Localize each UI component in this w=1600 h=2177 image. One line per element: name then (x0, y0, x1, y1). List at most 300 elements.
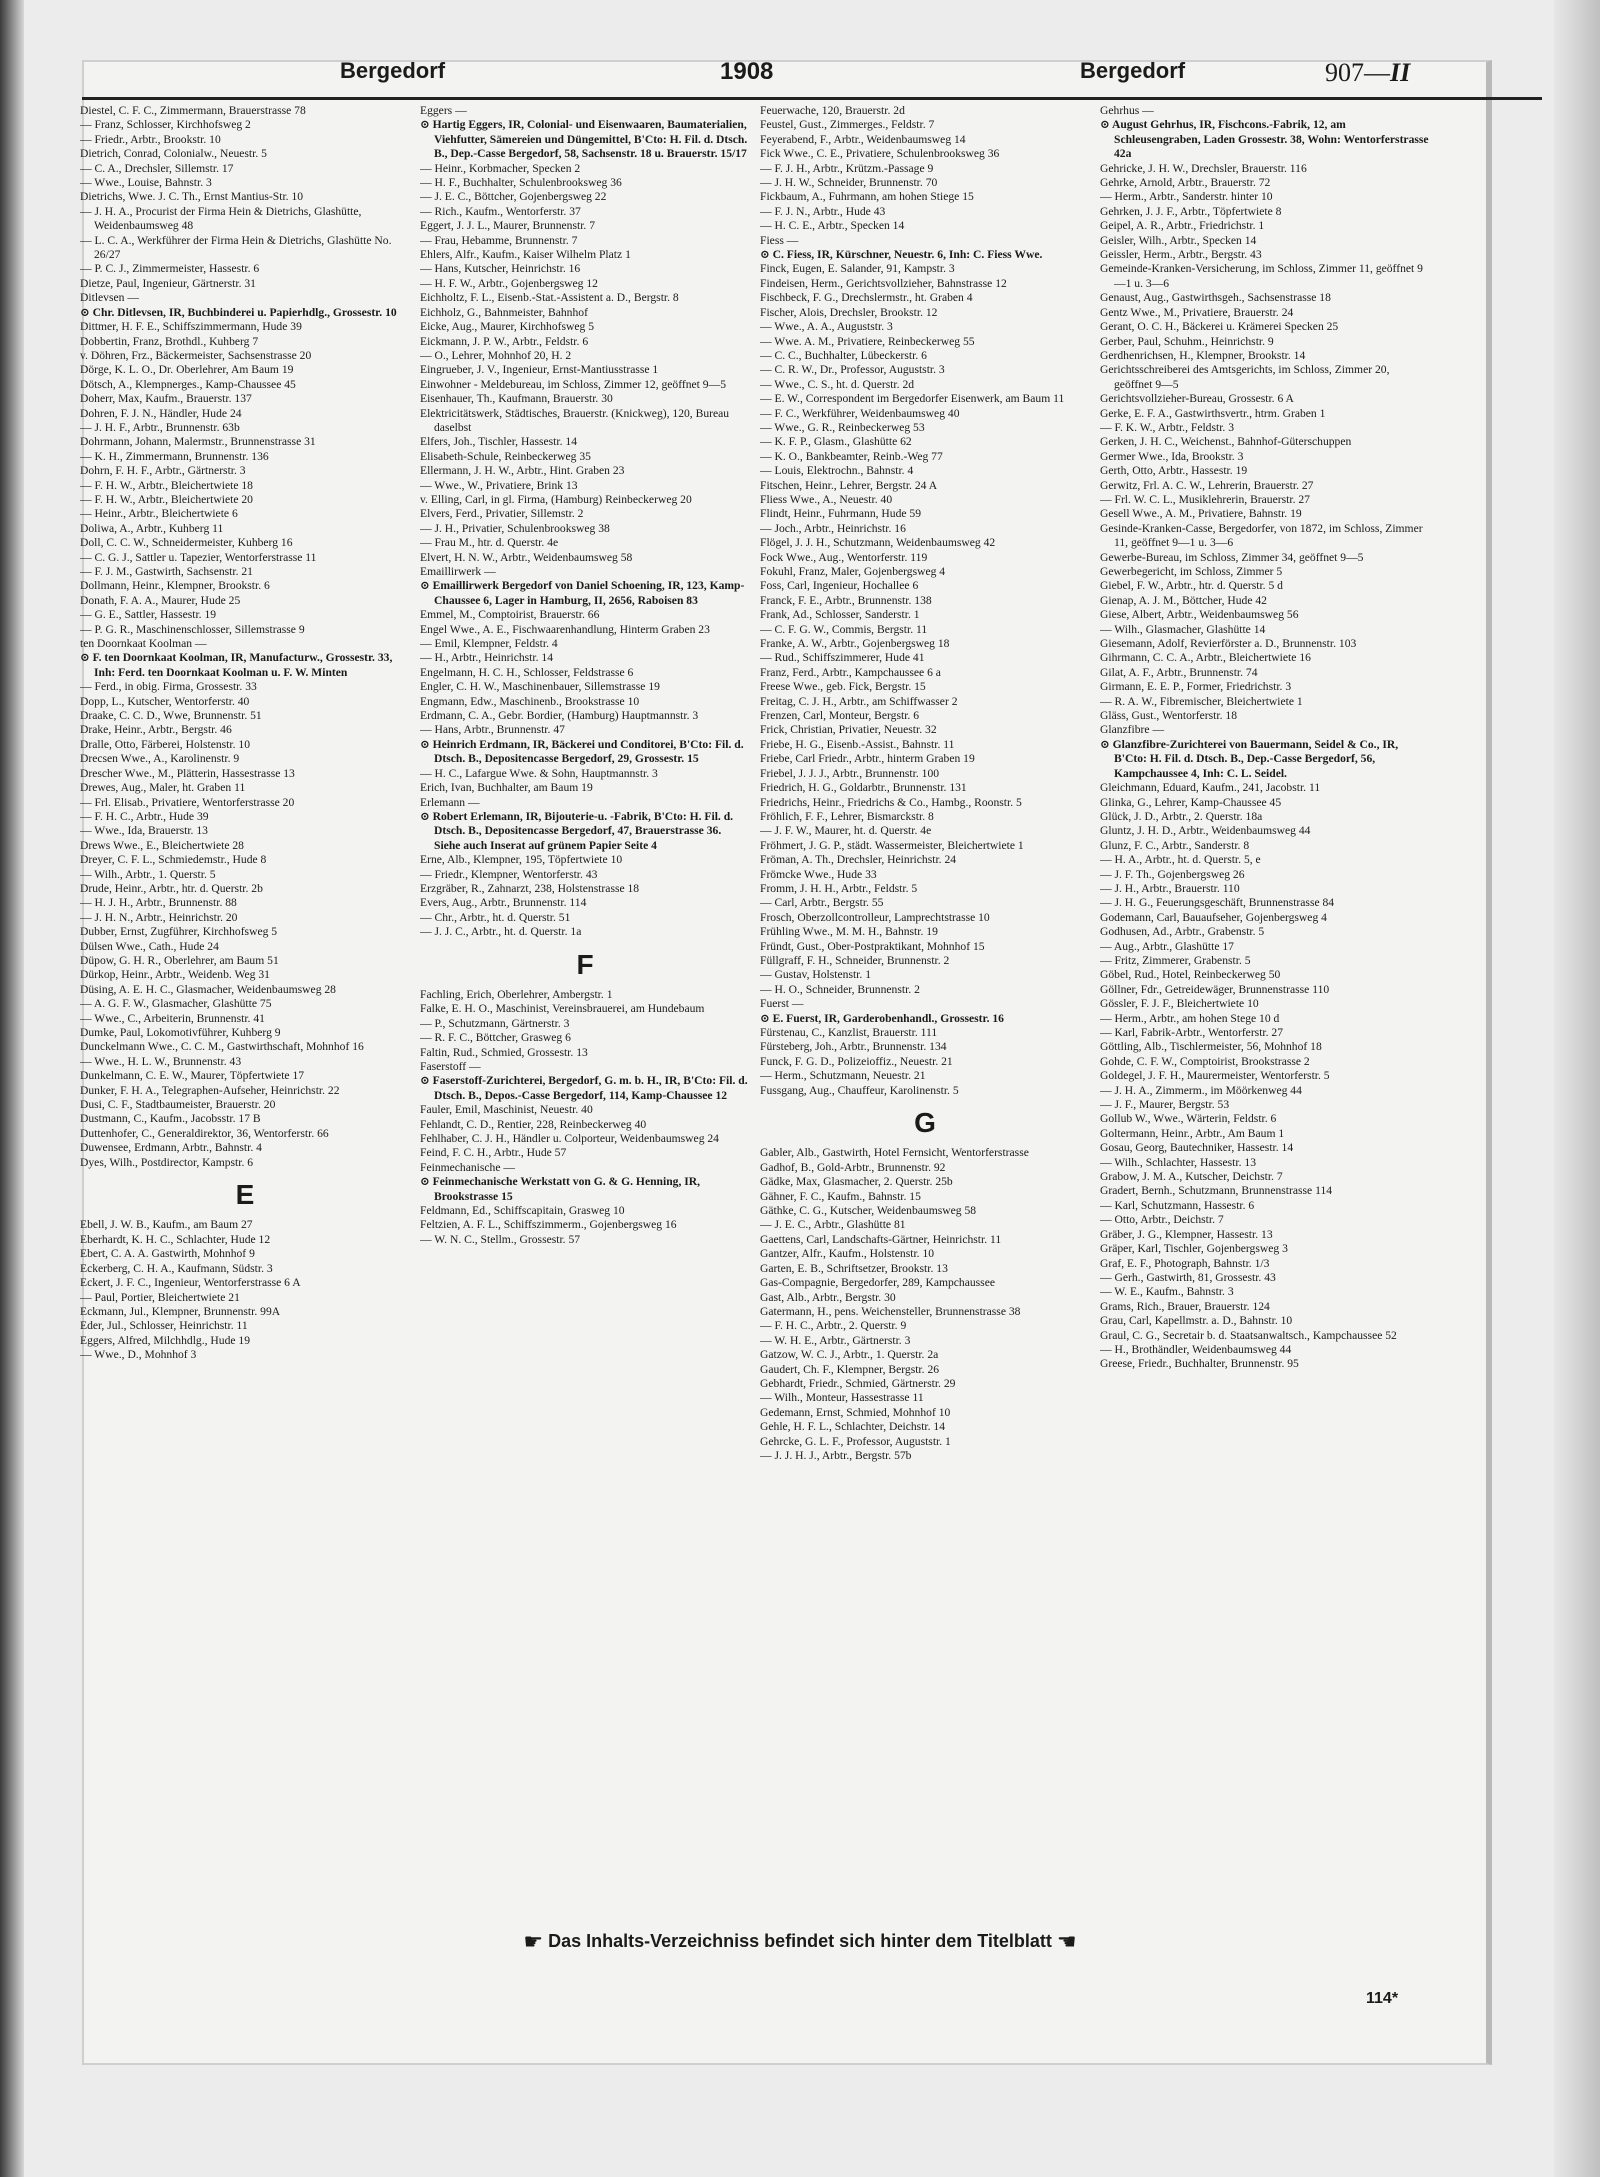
directory-entry: Gaettens, Carl, Landschafts-Gärtner, Heinrichstr. 11 (760, 1232, 1002, 1246)
directory-entry: Einwohner - Meldebureau, im Schloss, Zimmer 12, geöffnet 9—5 (420, 377, 726, 391)
directory-entry: Dralle, Otto, Färberei, Holstenstr. 10 (80, 737, 251, 751)
directory-entry: Dötsch, A., Klempnerges., Kamp-Chaussee 45 (80, 377, 296, 391)
firm-entry: ⊙ Robert Erlemann, IR, Bijouterie-u. -Fabrik, B'Cto: H. Fil. d. Dtsch. B., Depositencasse Bergedorf, 47, Brauerstrasse 36. Siehe auch Inserat auf grünem Papier Seite 4 (420, 809, 734, 852)
directory-entry: Fehlandt, C. D., Rentier, 228, Reinbeckerweg 40 (420, 1117, 647, 1131)
header-rule (82, 97, 1542, 100)
directory-entry: — F. H. C., Arbtr., Hude 39 (80, 809, 209, 823)
page-number: 114* (1366, 1990, 1399, 2007)
directory-entry: — Wwe., H. L. W., Brunnenstr. 43 (80, 1054, 242, 1068)
directory-entry: — J. H. N., Arbtr., Heinrichstr. 20 (80, 910, 238, 924)
directory-entry: Engler, C. H. W., Maschinenbauer, Sillemstrasse 19 (420, 680, 660, 694)
directory-entry: Drews Wwe., E., Bleichertwiete 28 (80, 838, 244, 852)
column-2 (420, 104, 750, 1924)
directory-entry: — W. N. C., Stellm., Grossestr. 57 (420, 1232, 581, 1246)
section-letter: G (914, 1107, 936, 1139)
directory-entry: Franck, F. E., Arbtr., Brunnenstr. 138 (760, 593, 932, 607)
pointing-hand-icon: ☛ (523, 1930, 544, 1955)
directory-entry: — H. F. W., Arbtr., Gojenbergsweg 12 (420, 276, 598, 290)
directory-entry: ten Doornkaat Koolman — (80, 637, 207, 651)
directory-entry: — Louis, Elektrochn., Bahnstr. 4 (760, 464, 914, 478)
directory-entry: Flögel, J. J. H., Schutzmann, Weidenbaumsweg 42 (760, 536, 996, 550)
directory-entry: Gadhof, B., Gold-Arbtr., Brunnenstr. 92 (760, 1160, 946, 1174)
directory-entry: Dörge, K. L. O., Dr. Oberlehrer, Am Baum 19 (80, 363, 294, 377)
directory-entry: Grabow, J. M. A., Kutscher, Deichstr. 7 (1100, 1170, 1283, 1184)
directory-entry: Faserstoff — (420, 1060, 481, 1073)
firm-entry: ⊙ F. ten Doornkaat Koolman, IR, Manufacturw., Grossestr. 33, Inh: Ferd. ten Doornkaat Koolman u. F. W. Minten (80, 651, 393, 679)
directory-entry: Elfers, Joh., Tischler, Hassestr. 14 (420, 435, 578, 449)
directory-entry: Eckerberg, C. H. A., Kaufmann, Südstr. 3 (80, 1261, 273, 1275)
firm-entry: ⊙ Feinmechanische Werkstatt von G. & G. Henning, IR, Brookstrasse 15 (420, 1175, 701, 1203)
directory-entry: Göllner, Fdr., Getreidewäger, Brunnenstrasse 110 (1100, 982, 1330, 996)
directory-entry: Findeisen, Herm., Gerichtsvollzieher, Bahnstrasse 12 (760, 276, 1007, 290)
directory-entry: Germer Wwe., Ida, Brookstr. 3 (1100, 449, 1244, 463)
directory-entry: — G. E., Sattler, Hassestr. 19 (80, 608, 217, 622)
directory-entry: — K. O., Bankbeamter, Reinb.-Weg 77 (760, 449, 943, 463)
directory-entry: — J. F. W., Maurer, ht. d. Querstr. 4e (760, 824, 932, 838)
directory-entry: — C. F. G. W., Commis, Bergstr. 11 (760, 622, 928, 636)
directory-entry: Gohde, C. F. W., Comptoirist, Brookstrasse 2 (1100, 1054, 1310, 1068)
directory-entry: — Karl, Fabrik-Arbtr., Wentorferstr. 27 (1100, 1026, 1284, 1039)
directory-entry: Gilat, A. F., Arbtr., Brunnenstr. 74 (1100, 665, 1258, 679)
directory-entry: Ehlers, Alfr., Kaufm., Kaiser Wilhelm Platz 1 (420, 248, 631, 262)
directory-entry: Fussgang, Aug., Chauffeur, Karolinenstr. 5 (760, 1083, 959, 1097)
directory-entry: Eckert, J. F. C., Ingenieur, Wentorferstrasse 6 A (80, 1276, 301, 1290)
directory-entry: — Aug., Arbtr., Glashütte 17 (1100, 939, 1234, 953)
directory-entry: — Joch., Arbtr., Heinrichstr. 16 (760, 521, 906, 535)
directory-entry: Gläss, Gust., Wentorferstr. 18 (1100, 709, 1237, 723)
scan-edge-left (0, 0, 24, 2177)
directory-entry: — Frau M., htr. d. Querstr. 4e (420, 536, 559, 550)
directory-entry: Dohren, F. J. N., Händler, Hude 24 (80, 406, 242, 420)
section-letter: E (235, 1179, 255, 1211)
directory-entry: Dietze, Paul, Ingenieur, Gärtnerstr. 31 (80, 276, 256, 290)
directory-entry: — J. F. Th., Gojenbergsweg 26 (1100, 867, 1245, 881)
directory-entry: — J. H., Privatier, Schulenbrooksweg 38 (420, 521, 610, 535)
directory-entry: Grau, Carl, Kapellmstr. a. D., Bahnstr. 10 (1100, 1314, 1293, 1328)
directory-entry: Faltin, Rud., Schmied, Grossestr. 13 (420, 1045, 588, 1059)
pointing-hand-left-icon: ☚ (1056, 1930, 1077, 1955)
directory-entry: Donath, F. A. A., Maurer, Hude 25 (80, 593, 241, 607)
directory-entry: — C. A., Drechsler, Sillemstr. 17 (80, 161, 234, 175)
directory-entry: Gedemann, Ernst, Schmied, Mohnhof 10 (760, 1405, 951, 1419)
column-3 (760, 104, 1090, 1924)
directory-entry: — Gerh., Gastwirth, 81, Grossestr. 43 (1100, 1270, 1276, 1284)
directory-entry: — P., Schutzmann, Gärtnerstr. 3 (420, 1016, 570, 1030)
directory-entry: Fliess Wwe., A., Neuestr. 40 (760, 492, 893, 506)
directory-entry: Eickmann, J. P. W., Arbtr., Feldstr. 6 (420, 334, 589, 348)
directory-entry: — F. H. C., Arbtr., 2. Querstr. 9 (760, 1319, 907, 1333)
firm-entry: ⊙ Emaillirwerk Bergedorf von Daniel Schoening, IR, 123, Kamp-Chaussee 6, Lager in Hamburg, II, 2656, Raboisen 83 (420, 579, 745, 607)
firm-entry: ⊙ C. Fiess, IR, Kürschner, Neuestr. 6, Inh: C. Fiess Wwe. (760, 248, 1043, 262)
directory-entry: — W. H. E., Arbtr., Gärtnerstr. 3 (760, 1333, 911, 1347)
directory-entry: Fuerst — (760, 997, 804, 1011)
directory-entry: Gebhardt, Friedr., Schmied, Gärtnerstr. 29 (760, 1376, 956, 1390)
directory-entry: — O., Lehrer, Mohnhof 20, H. 2 (420, 348, 572, 362)
column-1 (80, 104, 410, 1924)
directory-entry: Gerant, O. C. H., Bäckerei u. Krämerei Specken 25 (1100, 320, 1339, 334)
directory-entry: Drescher Wwe., M., Plätterin, Hassestrasse 13 (80, 766, 295, 780)
directory-entry: Göbel, Rud., Hotel, Reinbeckerweg 50 (1100, 968, 1281, 982)
directory-entry: — J. H. W., Schneider, Brunnenstr. 70 (760, 176, 938, 190)
directory-entry: — H. C. E., Arbtr., Specken 14 (760, 219, 905, 233)
directory-entry: Duwensee, Erdmann, Arbtr., Bahnstr. 4 (80, 1141, 262, 1155)
directory-entry: Giebel, F. W., Arbtr., htr. d. Querstr. 5 d (1100, 579, 1283, 593)
directory-entry: Emaillirwerk — (420, 565, 496, 578)
directory-entry: Gesell Wwe., A. M., Privatiere, Bahnstr. 19 (1100, 507, 1302, 521)
directory-entry: — Wwe., C. S., ht. d. Querstr. 2d (760, 377, 915, 391)
directory-entry: Finck, Eugen, E. Salander, 91, Kampstr. 3 (760, 262, 955, 276)
directory-entry: Gerichtsschreiberei des Amtsgerichts, im Schloss, Zimmer 20, geöffnet 9—5 (1100, 363, 1390, 391)
directory-entry: — Hans, Arbtr., Brunnenstr. 47 (420, 723, 565, 737)
directory-entry: Düsing, A. E. H. C., Glasmacher, Weidenbaumsweg 28 (80, 982, 336, 996)
directory-entry: — Emil, Klempner, Feldstr. 4 (420, 637, 558, 651)
directory-entry: Gaudert, Ch. F., Klempner, Bergstr. 26 (760, 1362, 940, 1376)
header-page-ref: 907—II (1325, 58, 1411, 87)
directory-entry: Dollmann, Heinr., Klempner, Brookstr. 6 (80, 579, 270, 593)
directory-entry: — J. H. A., Procurist der Firma Hein & Dietrichs, Glashütte, Weidenbaumsweg 48 (80, 204, 362, 233)
directory-entry: — Frl. Elisab., Privatiere, Wentorferstrasse 20 (80, 795, 295, 809)
directory-entry: Ebert, C. A. A. Gastwirth, Mohnhof 9 (80, 1247, 255, 1261)
directory-entry: Giesemann, Adolf, Revierförster a. D., Brunnenstr. 103 (1100, 637, 1357, 651)
directory-entry: Gentz Wwe., M., Privatiere, Brauerstr. 24 (1100, 305, 1294, 319)
directory-entry: Gehricke, J. H. W., Drechsler, Brauerstr. 116 (1100, 161, 1307, 175)
directory-entry: — R. A. W., Fibremischer, Bleichertwiete 1 (1100, 694, 1303, 708)
directory-entry: — Wwe., A. A., Auguststr. 3 (760, 320, 893, 334)
directory-entry: Fickbaum, A., Fuhrmann, am hohen Stiege 15 (760, 190, 974, 204)
directory-entry: Drake, Heinr., Arbtr., Bergstr. 46 (80, 723, 232, 737)
directory-entry: Franke, A. W., Arbtr., Gojenbergsweg 18 (760, 637, 950, 651)
directory-entry: Fründt, Gust., Ober-Postpraktikant, Mohnhof 15 (760, 939, 985, 953)
directory-entry: Fokuhl, Franz, Maler, Gojenbergsweg 4 (760, 565, 946, 578)
directory-entry: Füllgraff, F. H., Schneider, Brunnenstr. 2 (760, 953, 950, 967)
directory-entry: Gatermann, H., pens. Weichensteller, Brunnenstrasse 38 (760, 1304, 1021, 1318)
directory-entry: Fitschen, Heinr., Lehrer, Bergstr. 24 A (760, 478, 938, 492)
directory-entry: Dohrmann, Johann, Malermstr., Brunnenstrasse 31 (80, 435, 316, 449)
header-left-title: Bergedorf (340, 58, 446, 83)
directory-entry: — J. H., Arbtr., Brauerstr. 110 (1100, 881, 1240, 895)
directory-entry: — Herm., Schutzmann, Neuestr. 21 (760, 1069, 926, 1083)
directory-entry: — J. F., Maurer, Bergstr. 53 (1100, 1098, 1230, 1112)
directory-entry: Fromm, J. H. H., Arbtr., Feldstr. 5 (760, 881, 918, 895)
directory-entry: Göttling, Alb., Tischlermeister, 56, Mohnhof 18 (1100, 1040, 1322, 1054)
directory-entry: Dustmann, C., Kaufm., Jacobsstr. 17 B (80, 1112, 261, 1126)
directory-entry: Frick, Christian, Privatier, Neuestr. 32 (760, 723, 937, 737)
directory-entry: Fachling, Erich, Oberlehrer, Ambergstr. 1 (420, 987, 613, 1001)
firm-entry: ⊙ Faserstoff-Zurichterei, Bergedorf, G. m. b. H., IR, B'Cto: Fil. d. Dtsch. B., Depos.-Casse Bergedorf, 114, Kamp-Chaussee 12 (420, 1074, 748, 1102)
directory-entry: Godemann, Carl, Bauaufseher, Gojenbergsweg 4 (1100, 910, 1327, 924)
directory-entry: Feind, F. C. H., Arbtr., Hude 57 (420, 1146, 567, 1160)
directory-entry: Frühling Wwe., M. M. H., Bahnstr. 19 (760, 925, 938, 939)
firm-entry: ⊙ Chr. Ditlevsen, IR, Buchbinderei u. Papierhdlg., Grossestr. 10 (80, 305, 397, 319)
directory-entry: Emmel, M., Comptoirist, Brauerstr. 66 (420, 608, 600, 622)
directory-entry: Gatzow, W. C. J., Arbtr., 1. Querstr. 2a (760, 1348, 939, 1362)
directory-entry: — J. H. G., Feuerungsgeschäft, Brunnenstrasse 84 (1100, 896, 1335, 910)
directory-entry: — F. J. M., Gastwirth, Sachsenstr. 21 (80, 565, 253, 578)
directory-entry: Dyes, Wilh., Postdirector, Kampstr. 6 (80, 1155, 254, 1169)
directory-entry: Drewes, Aug., Maler, ht. Graben 11 (80, 781, 246, 795)
directory-entry: — Frl. W. C. L., Musiklehrerin, Brauerstr. 27 (1100, 492, 1310, 506)
firm-entry: ⊙ August Gehrhus, IR, Fischcons.-Fabrik, 12, am Schleusengraben, Laden Grossestr. 38, Wohn: Wentorferstrasse 42a (1100, 118, 1429, 161)
directory-entry: Gienap, A. J. M., Böttcher, Hude 42 (1100, 593, 1267, 607)
directory-entry: Fröman, A. Th., Drechsler, Heinrichstr. 24 (760, 853, 957, 867)
directory-entry: — C. G. J., Sattler u. Tapezier, Wentorferstrasse 11 (80, 550, 317, 564)
directory-entry: Eggers — (420, 104, 467, 117)
directory-entry: Elektricitätswerk, Städtisches, Brauerstr. (Knickweg), 120, Bureau daselbst (420, 406, 730, 434)
directory-entry: Erzgräber, R., Zahnarzt, 238, Holstenstrasse 18 (420, 881, 640, 895)
directory-entry: Gähner, F. C., Kaufm., Bahnstr. 15 (760, 1189, 921, 1203)
header-year: 1908 (720, 58, 774, 85)
column-4 (1100, 104, 1430, 1924)
directory-entry: Goldegel, J. F. H., Maurermeister, Wentorferstr. 5 (1100, 1069, 1330, 1083)
directory-entry: — Wwe., D., Mohnhof 3 (80, 1348, 197, 1362)
directory-entry: Grams, Rich., Brauer, Brauerstr. 124 (1100, 1299, 1270, 1313)
directory-entry: — F. H. W., Arbtr., Bleichertwiete 20 (80, 492, 253, 506)
directory-entry: Diestel, C. F. C., Zimmermann, Brauerstrasse 78 (80, 104, 306, 117)
directory-entry: Eckmann, Jul., Klempner, Brunnenstr. 99A (80, 1304, 281, 1318)
directory-entry: — Wwe., C., Arbeiterin, Brunnenstr. 41 (80, 1011, 265, 1025)
directory-entry: Gradert, Bernh., Schutzmann, Brunnenstrasse 114 (1100, 1184, 1333, 1198)
directory-entry: Franz, Ferd., Arbtr., Kampchaussee 6 a (760, 665, 941, 679)
directory-entry: — C. R. W., Dr., Professor, Auguststr. 3 (760, 363, 945, 377)
directory-entry: Gesinde-Kranken-Casse, Bergedorfer, von 1872, im Schloss, Zimmer 11, geöffnet 9—1 u. 3—6 (1100, 521, 1423, 550)
directory-columns (80, 104, 1430, 1924)
directory-entry: — Wwe., W., Privatiere, Brink 13 (420, 478, 578, 492)
section-letter: F (576, 948, 594, 980)
directory-entry: — Wwe. A. M., Privatiere, Reinbeckerweg 55 (760, 334, 975, 348)
directory-entry: Glinka, G., Lehrer, Kamp-Chaussee 45 (1100, 795, 1282, 809)
directory-entry: — W. E., Kaufm., Bahnstr. 3 (1100, 1285, 1234, 1299)
directory-entry: — Ferd., in obig. Firma, Grossestr. 33 (80, 680, 257, 694)
directory-entry: v. Döhren, Frz., Bäckermeister, Sachsenstrasse 20 (80, 348, 312, 362)
directory-entry: — C. C., Buchhalter, Lübeckerstr. 6 (760, 348, 927, 362)
directory-entry: Gas-Compagnie, Bergedorfer, 289, Kampchaussee (760, 1276, 995, 1290)
directory-entry: Frömcke Wwe., Hude 33 (760, 867, 877, 881)
directory-entry: Feltzien, A. F. L., Schiffszimmerm., Gojenbergsweg 16 (420, 1218, 677, 1232)
directory-entry: Gräber, J. G., Klempner, Hassestr. 13 (1100, 1227, 1273, 1241)
directory-entry: Dietrich, Conrad, Colonialw., Neuestr. 5 (80, 147, 267, 161)
directory-entry: Eggert, J. J. L., Maurer, Brunnenstr. 7 (420, 219, 596, 233)
directory-entry: Gehrhus — (1100, 104, 1154, 117)
directory-entry: — H. A., Arbtr., ht. d. Querstr. 5, e (1100, 853, 1261, 867)
directory-entry: Geisler, Wilh., Arbtr., Specken 14 (1100, 233, 1257, 247)
directory-entry: Frank, Ad., Schlosser, Sanderstr. 1 (760, 608, 920, 622)
directory-entry: — E. W., Correspondent im Bergedorfer Eisenwerk, am Baum 11 (760, 392, 1065, 406)
directory-entry: Glanzfibre — (1100, 723, 1165, 737)
directory-entry: — Karl, Schutzmann, Hassestr. 6 (1100, 1198, 1255, 1212)
directory-entry: Gosau, Georg, Bautechniker, Hassestr. 14 (1100, 1141, 1294, 1155)
directory-entry: Fiess — (760, 233, 799, 247)
directory-entry: Falke, E. H. O., Maschinist, Vereinsbrauerei, am Hundebaum (420, 1002, 705, 1016)
directory-entry: — H. F., Buchhalter, Schulenbrooksweg 36 (420, 176, 622, 190)
directory-entry: — Friedr., Arbtr., Brookstr. 10 (80, 132, 221, 146)
directory-entry: Eingrueber, J. V., Ingenieur, Ernst-Mantiusstrasse 1 (420, 363, 659, 377)
directory-entry: — F. K. W., Arbtr., Feldstr. 3 (1100, 420, 1235, 434)
directory-entry: Eisenhauer, Th., Kaufmann, Brauerstr. 30 (420, 392, 613, 406)
directory-entry: Gluntz, J. H. D., Arbtr., Weidenbaumsweg 44 (1100, 824, 1311, 838)
directory-entry: Eicke, Aug., Maurer, Kirchhofsweg 5 (420, 320, 595, 334)
directory-entry: Gihrmann, C. C. A., Arbtr., Bleichertwiete 16 (1100, 651, 1311, 665)
directory-entry: Frosch, Oberzollcontrolleur, Lamprechtstrasse 10 (760, 910, 990, 924)
directory-entry: — Chr., Arbtr., ht. d. Querstr. 51 (420, 910, 571, 924)
directory-entry: — P. C. J., Zimmermeister, Hassestr. 6 (80, 262, 260, 276)
directory-entry: Gewerbegericht, im Schloss, Zimmer 5 (1100, 565, 1283, 578)
directory-entry: Feinmechanische — (420, 1160, 515, 1174)
directory-entry: Ditlevsen — (80, 291, 139, 305)
directory-entry: — Wilh., Arbtr., 1. Querstr. 5 (80, 867, 216, 881)
directory-entry: Fröhlich, F. F., Lehrer, Bismarckstr. 8 (760, 809, 934, 823)
directory-entry: — J. H. F., Arbtr., Brunnenstr. 63b (80, 420, 240, 434)
directory-entry: Elisabeth-Schule, Reinbeckerweg 35 (420, 449, 591, 463)
directory-entry: Erich, Ivan, Buchhalter, am Baum 19 (420, 781, 593, 795)
directory-entry: Gehrke, Arnold, Arbtr., Brauerstr. 72 (1100, 176, 1271, 190)
directory-entry: — A. G. F. W., Glasmacher, Glashütte 75 (80, 997, 272, 1011)
directory-entry: — F. C., Werkführer, Weidenbaumsweg 40 (760, 406, 960, 420)
directory-entry: Graul, C. G., Secretair b. d. Staatsanwaltsch., Kampchaussee 52 (1100, 1328, 1397, 1342)
directory-entry: — P. G. R., Maschinenschlosser, Sillemstrasse 9 (80, 622, 305, 636)
directory-entry: Glunz, F. C., Arbtr., Sanderstr. 8 (1100, 838, 1250, 852)
directory-entry: — Friedr., Klempner, Wentorferstr. 43 (420, 867, 598, 881)
directory-entry: Düpow, G. H. R., Oberlehrer, am Baum 51 (80, 953, 279, 967)
directory-entry: Dusi, C. F., Stadtbaumeister, Brauerstr. 20 (80, 1098, 276, 1112)
directory-entry: Gerwitz, Frl. A. C. W., Lehrerin, Brauerstr. 27 (1100, 478, 1314, 492)
directory-entry: Gössler, F. J. F., Bleichertwiete 10 (1100, 997, 1259, 1011)
directory-entry: Draake, C. C. D., Wwe, Brunnenstr. 51 (80, 709, 262, 723)
scan-edge-right (1554, 0, 1600, 2177)
directory-entry: Foss, Carl, Ingenieur, Hochallee 6 (760, 579, 919, 593)
directory-entry: Eggers, Alfred, Milchhdlg., Hude 19 (80, 1333, 251, 1347)
directory-entry: Dittmer, H. F. E., Schiffszimmermann, Hude 39 (80, 320, 302, 334)
directory-entry: Glück, J. D., Arbtr., 2. Querstr. 18a (1100, 809, 1263, 823)
directory-entry: Feyerabend, F., Arbtr., Weidenbaumsweg 14 (760, 132, 966, 146)
directory-entry: Gabler, Alb., Gastwirth, Hotel Fernsicht, Wentorferstrasse (760, 1146, 1029, 1160)
directory-entry: Ellermann, J. H. W., Arbtr., Hint. Graben 23 (420, 464, 625, 478)
directory-entry: Fröhmert, J. G. P., städt. Wassermeister, Bleichertwiete 1 (760, 838, 1024, 852)
directory-entry: — Otto, Arbtr., Deichstr. 7 (1100, 1213, 1224, 1227)
directory-entry: Dumke, Paul, Lokomotivführer, Kuhberg 9 (80, 1026, 281, 1039)
directory-entry: Freitag, C. J. H., Arbtr., am Schiffwasser 2 (760, 694, 958, 708)
directory-entry: — Heinr., Korbmacher, Specken 2 (420, 161, 581, 175)
directory-entry: — J. J. H. J., Arbtr., Bergstr. 57b (760, 1448, 912, 1462)
directory-entry: — Wilh., Monteur, Hassestrasse 11 (760, 1391, 924, 1405)
directory-entry: Doherr, Max, Kaufm., Brauerstr. 137 (80, 392, 252, 406)
directory-entry: Gantzer, Alfr., Kaufm., Holstenstr. 10 (760, 1247, 935, 1261)
directory-entry: Geipel, A. R., Arbtr., Friedrichstr. 1 (1100, 219, 1265, 233)
directory-entry: — J. E. C., Arbtr., Glashütte 81 (760, 1218, 906, 1232)
directory-entry: — H. J. H., Arbtr., Brunnenstr. 88 (80, 896, 237, 910)
directory-entry: Eder, Jul., Schlosser, Heinrichstr. 11 (80, 1319, 248, 1333)
directory-entry: Doliwa, A., Arbtr., Kuhberg 11 (80, 521, 224, 535)
directory-entry: Gerichtsvollzieher-Bureau, Grossestr. 6 A (1100, 392, 1294, 406)
directory-entry: — J. J. C., Arbtr., ht. d. Querstr. 1a (420, 925, 582, 939)
firm-entry: ⊙ Hartig Eggers, IR, Colonial- und Eisenwaaren, Baumaterialien, Viehfutter, Sämereien und Düngemittel, B'Cto: H. Fil. d. Dtsch. B., Dep.-Casse Bergedorf, 58, Sachsenstr. 18 u. Brauerstr. 15/17 (420, 118, 748, 161)
directory-entry: — F. J. H., Arbtr., Krützm.-Passage 9 (760, 161, 934, 175)
directory-entry: Gemeinde-Kranken-Versicherung, im Schloss, Zimmer 11, geöffnet 9—1 u. 3—6 (1100, 262, 1423, 290)
directory-entry: Drecsen Wwe., A., Karolinenstr. 9 (80, 752, 240, 766)
directory-entry: Geissler, Herm., Arbtr., Bergstr. 43 (1100, 248, 1262, 262)
directory-entry: — F. H. W., Arbtr., Bleichertwiete 18 (80, 478, 253, 492)
directory-entry: Evers, Aug., Arbtr., Brunnenstr. 114 (420, 896, 587, 910)
directory-entry: — Wilh., Glasmacher, Glashütte 14 (1100, 622, 1266, 636)
directory-entry: Elvers, Ferd., Privatier, Sillemstr. 2 (420, 507, 584, 521)
directory-entry: Gerth, Otto, Arbtr., Hassestr. 19 (1100, 464, 1248, 478)
directory-entry: Friedrich, H. G., Goldarbtr., Brunnenstr. 131 (760, 781, 967, 795)
directory-entry: Ebell, J. W. B., Kaufm., am Baum 27 (80, 1218, 253, 1232)
directory-entry: — R. F. C., Böttcher, Grasweg 6 (420, 1031, 571, 1045)
directory-entry: Friebe, Carl Friedr., Arbtr., hinterm Graben 19 (760, 752, 975, 766)
directory-entry: Gerdhenrichsen, H., Klempner, Brookstr. 14 (1100, 348, 1306, 362)
directory-entry: Feldmann, Ed., Schiffscapitain, Grasweg 10 (420, 1204, 625, 1218)
directory-entry: — H., Arbtr., Heinrichstr. 14 (420, 651, 553, 665)
directory-entry: Doll, C. C. W., Schneidermeister, Kuhberg 16 (80, 536, 293, 550)
directory-entry: Eberhardt, K. H. C., Schlachter, Hude 12 (80, 1232, 271, 1246)
directory-entry: Garten, E. B., Schriftsetzer, Brookstr. 13 (760, 1261, 948, 1275)
directory-entry: Fischer, Alois, Drechsler, Brookstr. 12 (760, 305, 938, 319)
directory-entry: Engel Wwe., A. E., Fischwaarenhandlung, Hinterm Graben 23 (420, 622, 710, 636)
firm-entry: ⊙ Glanzfibre-Zurichterei von Bauermann, Seidel & Co., IR, B'Cto: H. Fil. d. Dtsch. B., Dep.-Casse Bergedorf, 56, Kampchaussee 4, Inh: C. L. Seidel. (1100, 737, 1399, 780)
directory-entry: Gehle, H. F. L., Schlachter, Deichstr. 14 (760, 1420, 946, 1434)
footer-text: Das Inhalts-Verzeichniss befindet sich hinter dem Titelblatt (548, 1931, 1052, 1951)
directory-entry: Engelmann, H. C. H., Schlosser, Feldstrasse 6 (420, 665, 634, 679)
directory-entry: Gast, Alb., Arbtr., Bergstr. 30 (760, 1290, 896, 1304)
directory-entry: Fauler, Emil, Maschinist, Neuestr. 40 (420, 1103, 593, 1117)
directory-entry: Funck, F. G. D., Polizeioffiz., Neuestr. 21 (760, 1054, 953, 1068)
directory-entry: Gollub W., Wwe., Wärterin, Feldstr. 6 (1100, 1112, 1277, 1126)
directory-entry: — Herm., Arbtr., am hohen Stege 10 d (1100, 1011, 1280, 1025)
directory-entry: Dülsen Wwe., Cath., Hude 24 (80, 939, 219, 953)
directory-entry: Flindt, Heinr., Fuhrmann, Hude 59 (760, 507, 922, 521)
directory-entry: Erlemann — (420, 795, 480, 809)
directory-entry: Gäthke, C. G., Kutscher, Weidenbaumsweg 58 (760, 1204, 977, 1218)
directory-entry: Elvert, H. N. W., Arbtr., Weidenbaumsweg 58 (420, 550, 633, 564)
directory-entry: — Wwe., Louise, Bahnstr. 3 (80, 176, 212, 190)
directory-entry: Gräper, Karl, Tischler, Gojenbergsweg 3 (1100, 1242, 1288, 1256)
directory-entry: Frenzen, Carl, Monteur, Bergstr. 6 (760, 709, 920, 723)
directory-entry: Erne, Alb., Klempner, 195, Töpfertwiete 10 (420, 853, 623, 867)
directory-entry: Feustel, Gust., Zimmerges., Feldstr. 7 (760, 118, 935, 132)
page-header (80, 58, 1560, 88)
directory-entry: Fick Wwe., C. E., Privatiere, Schulenbrooksweg 36 (760, 147, 1000, 161)
firm-entry: ⊙ E. Fuerst, IR, Garderobenhandl., Grossestr. 16 (760, 1011, 1004, 1025)
directory-entry: Greese, Friedr., Buchhalter, Brunnenstr. 95 (1100, 1357, 1299, 1371)
directory-entry: Girmann, E. E. P., Former, Friedrichstr. 3 (1100, 680, 1292, 694)
directory-entry: — Franz, Schlosser, Kirchhofsweg 2 (80, 118, 251, 132)
directory-entry: — K. H., Zimmermann, Brunnenstr. 136 (80, 449, 269, 463)
directory-entry: Engmann, Edw., Maschinenb., Brookstrasse 10 (420, 694, 640, 708)
directory-entry: Goltermann, Heinr., Arbtr., Am Baum 1 (1100, 1126, 1285, 1140)
directory-entry: — Paul, Portier, Bleichertwiete 21 (80, 1290, 240, 1304)
directory-entry: — Rud., Schiffszimmerer, Hude 41 (760, 651, 925, 665)
directory-entry: — H. O., Schneider, Brunnenstr. 2 (760, 982, 920, 996)
directory-entry: Drude, Heinr., Arbtr., htr. d. Querstr. 2b (80, 881, 263, 895)
directory-entry: Dubber, Ernst, Zugführer, Kirchhofsweg 5 (80, 925, 278, 939)
directory-entry: Freese Wwe., geb. Fick, Bergstr. 15 (760, 680, 926, 694)
directory-entry: Graf, E. F., Photograph, Bahnstr. 1/3 (1100, 1256, 1270, 1270)
firm-entry: ⊙ Heinrich Erdmann, IR, Bäckerei und Conditorei, B'Cto: Fil. d. Dtsch. B., Depositencasse Bergedorf, 29, Grossestr. 15 (420, 737, 744, 766)
directory-entry: — Wwe., G. R., Reinbeckerweg 53 (760, 420, 925, 434)
directory-entry: Fischbeck, F. G., Drechslermstr., ht. Graben 4 (760, 291, 973, 305)
directory-entry: Friedrichs, Heinr., Friedrichs & Co., Hambg., Roonstr. 5 (760, 795, 1022, 809)
directory-entry: Fehlhaber, C. J. H., Händler u. Colporteur, Weidenbaumsweg 24 (420, 1132, 719, 1146)
directory-entry: — H. C., Lafargue Wwe. & Sohn, Hauptmannstr. 3 (420, 766, 658, 780)
header-right-title: Bergedorf (1080, 58, 1186, 83)
directory-entry: Gleichmann, Eduard, Kaufm., 241, Jacobstr. 11 (1100, 781, 1321, 795)
directory-entry: Gädke, Max, Glasmacher, 2. Querstr. 25b (760, 1175, 953, 1189)
directory-entry: Friebel, J. J. J., Arbtr., Brunnenstr. 100 (760, 766, 940, 780)
directory-entry: Dunkelmann, C. E. W., Maurer, Töpfertwiete 17 (80, 1069, 305, 1083)
directory-entry: — J. E. C., Böttcher, Gojenbergsweg 22 (420, 190, 607, 204)
directory-entry: Giese, Albert, Arbtr., Weidenbaumsweg 56 (1100, 608, 1299, 622)
directory-entry: Friebe, H. G., Eisenb.-Assist., Bahnstr. 11 (760, 737, 955, 751)
